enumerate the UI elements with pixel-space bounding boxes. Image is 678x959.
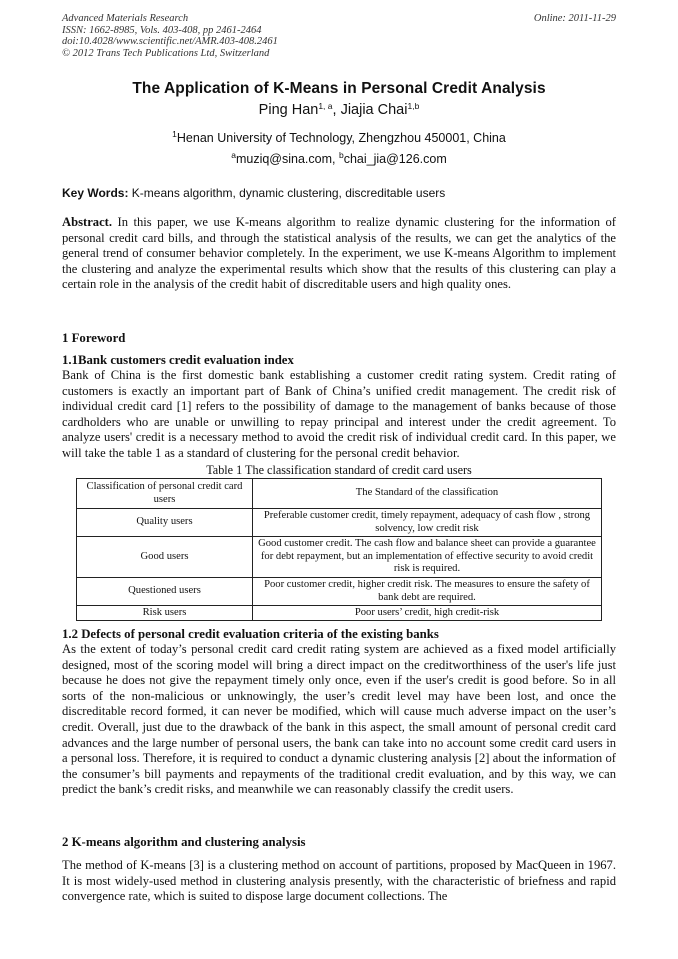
author-name: Ping Han — [258, 102, 319, 118]
keywords-label: Key Words: — [62, 186, 129, 200]
table-row — [77, 509, 602, 537]
copyright-line: © 2012 Trans Tech Publications Ltd, Switzerland — [62, 47, 270, 59]
table-cell: Preferable customer credit, timely repayment, adequacy of cash flow , strong solvency, low credit risk — [253, 509, 602, 537]
email-line — [0, 152, 678, 166]
section-heading: 2 K-means algorithm and clustering analysis — [62, 835, 306, 849]
journal-name: Advanced Materials Research — [62, 13, 189, 24]
subsection-heading: 1.2 Defects of personal credit evaluation criteria of the existing banks — [62, 627, 439, 641]
table-row — [77, 537, 602, 578]
table-cell: Poor customer credit, higher credit risk. The measures to ensure the safety of bank debt are required. — [253, 578, 602, 606]
email-address: chai_jia@126.com — [343, 152, 447, 166]
abstract-text: In this paper, we use K-means algorithm to realize dynamic clustering for the information of personal credit card bills, and through the statistical analysis of the results, we can get the analytics of the general trend of consumer behavior completely. In the experiment, we use K-means Algorithm to implement the clustering and analyze the experimental results which show that the results of this clustering can play a certain role in the analysis of the credit habit of discreditable users and high quality ones. — [62, 215, 616, 292]
table-cell: Good users — [77, 537, 253, 578]
table-cell: Poor users’ credit, high credit-risk — [253, 606, 602, 621]
classification-table — [76, 478, 602, 621]
table-row — [77, 578, 602, 606]
abstract — [62, 215, 616, 293]
table-caption: Table 1 The classification standard of credit card users — [206, 463, 472, 477]
subsection-heading: 1.1Bank customers credit evaluation index — [62, 353, 294, 367]
body-paragraph: The method of K-means [3] is a clustering method on account of partitions, proposed by MacQueen in 1967. It is most widely-used method in clustering analysis presently, with the characteristic of briefness and rapid convergence rate, which is suited to dispose large document collections. The — [62, 858, 616, 904]
table-cell: Questioned users — [77, 578, 253, 606]
author-separator: , — [332, 102, 341, 118]
table-cell: Quality users — [77, 509, 253, 537]
table-header-cell: The Standard of the classification — [253, 479, 602, 509]
email-address: muziq@sina.com — [235, 152, 333, 166]
author-superscript: 1, a — [318, 101, 333, 111]
affiliation-superscript: 1 — [172, 129, 177, 139]
affiliation-text: Henan University of Technology, Zhengzhou 450001, China — [176, 131, 506, 145]
section-heading: 1 Foreword — [62, 331, 126, 345]
table-header-cell: Classification of personal credit card users — [77, 479, 253, 509]
table-row — [77, 606, 602, 621]
body-paragraph: Bank of China is the first domestic bank establishing a customer credit rating system. Credit rating of customers is exactly an important part of Bank of China’s unified credit management. The credit risk of individual credit card [1] refers to the possibility of damage to the management of banks because of those cardholders who are unable or unwilling to repay principal and interest under the credit agreement. To analyze users' credit is a necessary method to avoid the credit risk of individual credit card. In this paper, we will take the table 1 as a standard of clustering for the personal credit behavior. — [62, 368, 616, 460]
email-superscript: a — [231, 150, 236, 160]
affiliation-line — [0, 131, 678, 145]
table-header-row — [77, 479, 602, 509]
issn-line: ISSN: 1662-8985, Vols. 403-408, pp 2461-2464 — [62, 24, 262, 36]
keywords-text: K-means algorithm, dynamic clustering, discreditable users — [128, 186, 446, 200]
table-cell: Risk users — [77, 606, 253, 621]
journal-header — [62, 13, 616, 59]
online-date: Online: 2011-11-29 — [533, 13, 616, 24]
keywords — [62, 186, 616, 200]
abstract-label: Abstract. — [62, 215, 113, 229]
doi-line: doi:10.4028/www.scientific.net/AMR.403-408.2461 — [62, 36, 278, 47]
author-line — [0, 102, 678, 118]
email-separator: , — [332, 152, 339, 166]
author-name: Jiajia Chai — [340, 102, 408, 118]
email-superscript: b — [338, 150, 344, 160]
author-superscript: 1,b — [407, 101, 420, 111]
paper-title: The Application of K-Means in Personal Credit Analysis — [132, 80, 546, 97]
table-cell: Good customer credit. The cash flow and balance sheet can provide a guarantee for debt repayment, but an implementation of effective security to avoid credit risk is required. — [253, 537, 602, 578]
body-paragraph: As the extent of today’s personal credit card credit rating system are achieved as a fixed model artificially designed, most of the scoring model will bring a direct impact on the creditworthiness of the user's life just because he does not give the repayment timely only once, even if the user's credit is good before. So in all sorts of the non-malicious or unknowingly, the user’s credit level may have been lost, and once the discreditable record formed, it can never be modified, which will cause much adverse impact on the user’s credit. Overall, just due to the drawback of the bank in this aspect, the small amount of personal credit card advances and the large number of personal users, the bank can take into no account some credit card users in a personal loss. Therefore, it is required to conduct a dynamic clustering analysis [2] about the information of the consumer’s bill payments and repayments of the traditional credit evaluation, and by this way, we can predict the bank’s credit risks, and meanwhile we can reasonably classify the credit users. — [62, 642, 616, 797]
